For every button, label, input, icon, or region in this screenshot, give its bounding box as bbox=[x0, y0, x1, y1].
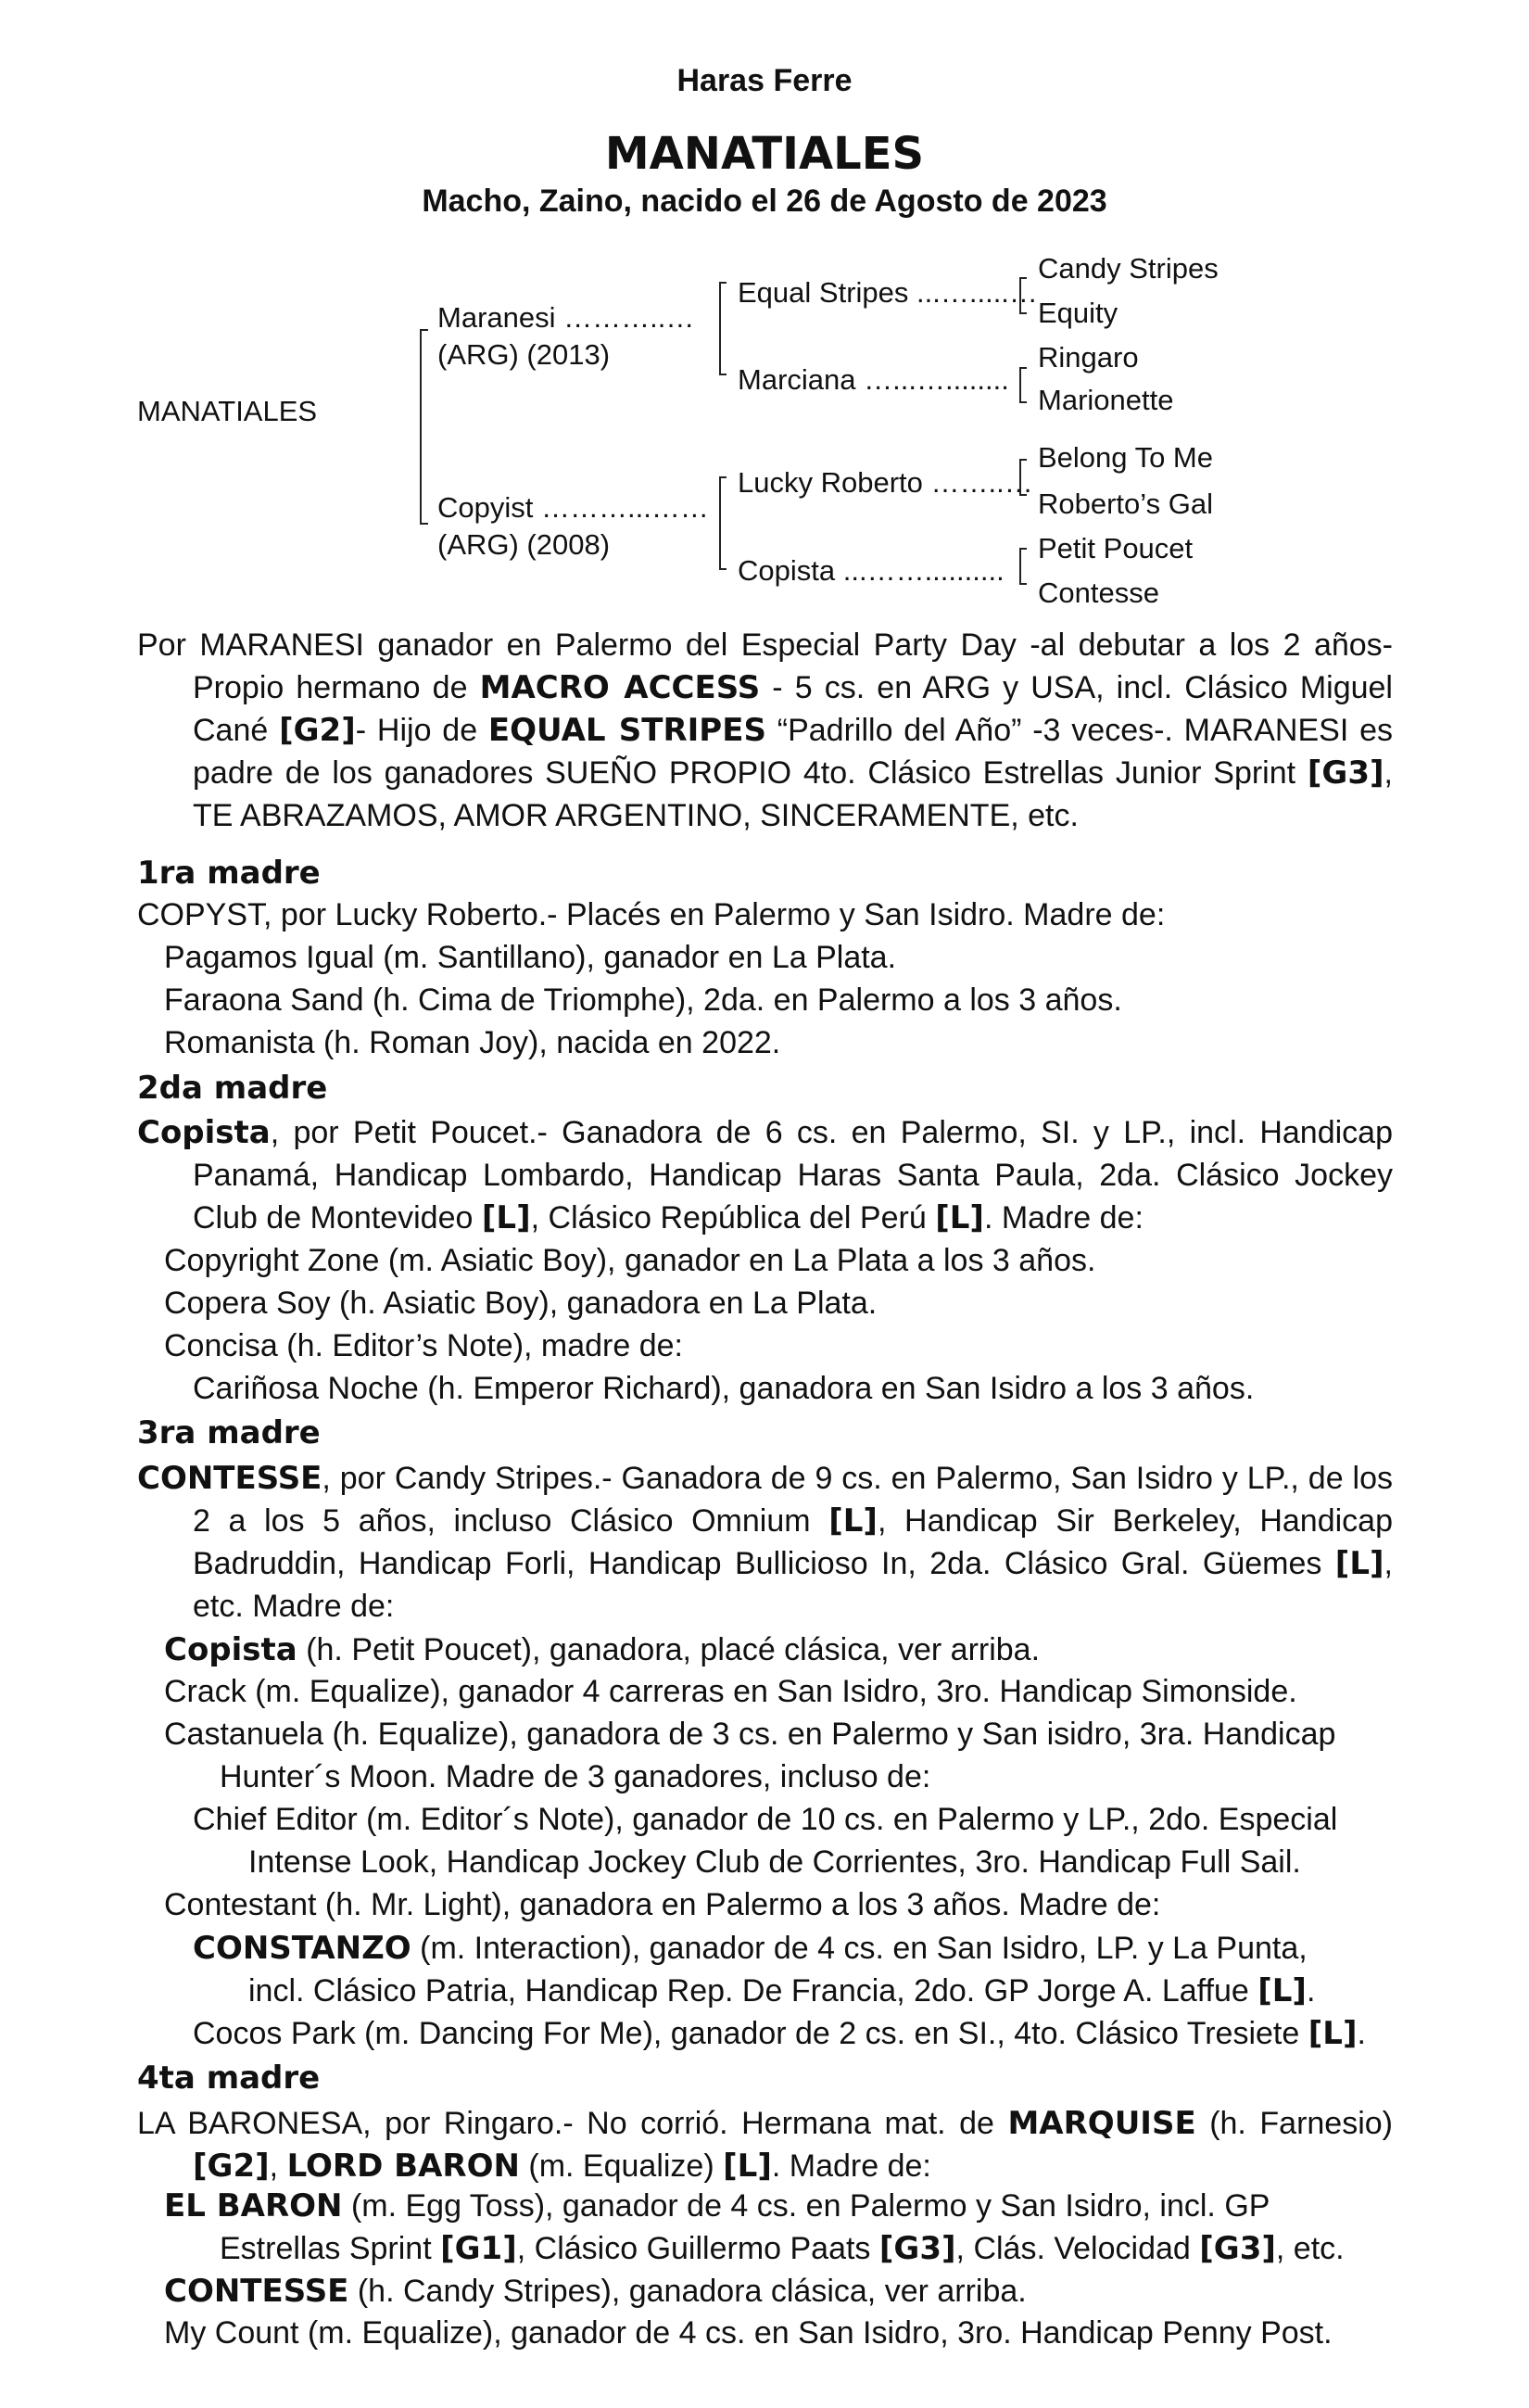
madre4-paragraph: LA BARONESA, por Ringaro.- No corrió. Hermana mat. de MARQUISE (h. Farnesio) [G2], LORD BARON (m. Equalize) [L]. Madre de: bbox=[137, 2105, 1393, 2185]
pedigree-brackets bbox=[0, 0, 1529, 649]
madre2-produce-1: Copyright Zone (m. Asiatic Boy), ganador en La Plata a los 3 años. bbox=[164, 1243, 1096, 1278]
madre3-produce-crack: Crack (m. Equalize), ganador 4 carreras en San Isidro, 3ro. Handicap Simonside. bbox=[164, 1674, 1297, 1709]
madre3-paragraph: CONTESSE, por Candy Stripes.- Ganadora de 9 cs. en Palermo, San Isidro y LP., de los 2 a los 5 años, incluso Clásico Omnium [L], Handicap Sir Berkeley, Handicap Badruddin, Handicap Forli, Handicap Bullicioso In, 2da. Clásico Gral. Güemes [L], etc. Madre de: bbox=[137, 1460, 1393, 1624]
madre3-produce-castanuela-cont: Hunter´s Moon. Madre de 3 ganadores, incluso de: bbox=[220, 1759, 931, 1794]
pedigree-gen3-8: Contesse bbox=[1038, 577, 1159, 609]
madre3-produce-contestant: Contestant (h. Mr. Light), ganadora en Palermo a los 3 años. Madre de: bbox=[164, 1887, 1161, 1922]
madre4-el-baron: EL BARON (m. Egg Toss), ganador de 4 cs. en Palermo y San Isidro, incl. GP bbox=[164, 2187, 1270, 2224]
madre3-constanzo-cont: incl. Clásico Patria, Handicap Rep. De Francia, 2do. GP Jorge A. Laffue [L]. bbox=[248, 1972, 1316, 2009]
heading-1ra-madre: 1ra madre bbox=[137, 855, 321, 892]
heading-3ra-madre: 3ra madre bbox=[137, 1414, 321, 1451]
madre3-constanzo: CONSTANZO (m. Interaction), ganador de 4 cs. en San Isidro, LP. y La Punta, bbox=[193, 1930, 1308, 1967]
pedigree-dam-origin: (ARG) (2008) bbox=[437, 528, 611, 561]
madre2-produce-3: Concisa (h. Editor’s Note), madre de: bbox=[164, 1328, 683, 1363]
pedigree-gen3-4: Marionette bbox=[1038, 384, 1174, 416]
madre1-produce-1: Pagamos Igual (m. Santillano), ganador en La Plata. bbox=[164, 940, 897, 975]
pedigree-gen2-3: Lucky Roberto ……..… bbox=[738, 466, 1033, 499]
horse-name-title: MANATIALES bbox=[604, 128, 925, 180]
madre2-paragraph: Copista, por Petit Poucet.- Ganadora de 6 cs. en Palermo, SI. y LP., incl. Handicap Panamá, Handicap Lombardo, Handicap Haras Santa Paula, 2da. Clásico Jockey Club de Montevideo [L], Clásico República del Perú [L]. Madre de: bbox=[137, 1114, 1393, 1236]
pedigree-gen2-4: Copista ...…….......... bbox=[738, 554, 1005, 587]
pedigree-sire: Maranesi ………..… bbox=[437, 301, 695, 334]
pedigree-gen3-1: Candy Stripes bbox=[1038, 252, 1219, 285]
madre3-cocos-park: Cocos Park (m. Dancing For Me), ganador de 2 cs. en SI., 4to. Clásico Tresiete [L]. bbox=[193, 2015, 1366, 2052]
madre3-chief-editor-cont: Intense Look, Handicap Jockey Club de Corrientes, 3ro. Handicap Full Sail. bbox=[248, 1844, 1301, 1880]
pedigree-gen3-5: Belong To Me bbox=[1038, 441, 1213, 474]
madre2-produce-2: Copera Soy (h. Asiatic Boy), ganadora en La Plata. bbox=[164, 1286, 878, 1321]
madre1-produce-3: Romanista (h. Roman Joy), nacida en 2022. bbox=[164, 1025, 781, 1060]
heading-4ta-madre: 4ta madre bbox=[137, 2059, 321, 2097]
pedigree-gen3-7: Petit Poucet bbox=[1038, 532, 1194, 564]
madre2-produce-3-foal: Cariñosa Noche (h. Emperor Richard), ganadora en San Isidro a los 3 años. bbox=[193, 1371, 1255, 1406]
madre4-my-count: My Count (m. Equalize), ganador de 4 cs. en San Isidro, 3ro. Handicap Penny Post. bbox=[164, 2315, 1333, 2351]
madre1-intro: COPYST, por Lucky Roberto.- Placés en Palermo y San Isidro. Madre de: bbox=[137, 897, 1166, 932]
madre4-el-baron-cont: Estrellas Sprint [G1], Clásico Guillermo Paats [G3], Clás. Velocidad [G3], etc. bbox=[220, 2230, 1345, 2267]
horse-subtitle: Macho, Zaino, nacido el 26 de Agosto de 2023 bbox=[422, 184, 1107, 219]
pedigree-gen3-6: Roberto’s Gal bbox=[1038, 488, 1213, 520]
madre1-produce-2: Faraona Sand (h. Cima de Triomphe), 2da. en Palermo a los 3 años. bbox=[164, 982, 1122, 1018]
madre4-contesse: CONTESSE (h. Candy Stripes), ganadora clásica, ver arriba. bbox=[164, 2273, 1027, 2310]
pedigree-dam: Copyist ………...…… bbox=[437, 491, 709, 524]
madre3-chief-editor: Chief Editor (m. Editor´s Note), ganador de 10 cs. en Palermo y LP., 2do. Especial bbox=[193, 1802, 1338, 1837]
farm-name: Haras Ferre bbox=[676, 63, 853, 98]
pedigree-sire-origin: (ARG) (2013) bbox=[437, 338, 611, 371]
pedigree-gen2-1: Equal Stripes ...….....… bbox=[738, 276, 1038, 309]
pedigree-gen3-3: Ringaro bbox=[1038, 341, 1139, 374]
heading-2da-madre: 2da madre bbox=[137, 1070, 328, 1107]
pedigree-gen2-2: Marciana …...…........ bbox=[738, 363, 1009, 396]
madre3-produce-castanuela: Castanuela (h. Equalize), ganadora de 3 cs. en Palermo y San isidro, 3ra. Handicap bbox=[164, 1717, 1336, 1752]
pedigree-gen3-2: Equity bbox=[1038, 297, 1118, 329]
sire-paragraph: Por MARANESI ganador en Palermo del Especial Party Day -al debutar a los 2 años- Propio hermano de MACRO ACCESS - 5 cs. en ARG y USA, incl. Clásico Miguel Cané [G2]- Hijo de EQUAL STRIPES “Padrillo del Año” -3 veces-. MARANESI es padre de los ganadores SUEÑO PROPIO 4to. Clásico Estrellas Junior Sprint [G3], TE ABRAZAMOS, AMOR ARGENTINO, SINCERAMENTE, etc. bbox=[137, 627, 1393, 833]
madre3-produce-copista: Copista (h. Petit Poucet), ganadora, placé clásica, ver arriba. bbox=[164, 1631, 1041, 1668]
pedigree-subject: MANATIALES bbox=[137, 395, 318, 427]
